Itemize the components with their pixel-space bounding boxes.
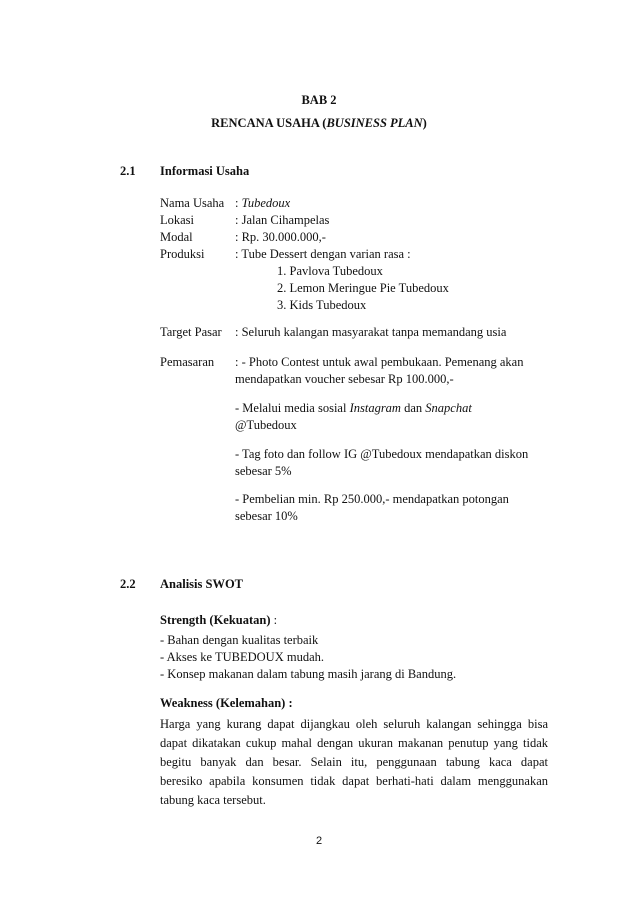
variant-item: 1. Pavlova Tubedoux: [277, 264, 383, 278]
pemasaran-point-4-line-1: - Pembelian min. Rp 250.000,- mendapatkan potongan: [235, 492, 509, 506]
pemasaran-point-1-line-2: mendapatkan voucher sebesar Rp 100.000,-: [235, 372, 454, 386]
label-target-pasar: Target Pasar: [160, 325, 222, 339]
pemasaran-point-4-line-2: sebesar 10%: [235, 509, 298, 523]
value-nama-text: Tubedoux: [241, 196, 291, 210]
label-pemasaran: Pemasaran: [160, 355, 215, 369]
chapter-title-italic: BUSINESS PLAN: [326, 116, 423, 130]
section-number-2-1: 2.1: [120, 164, 136, 178]
pemasaran-instagram: Instagram: [349, 401, 401, 415]
strength-item: - Akses ke TUBEDOUX mudah.: [160, 650, 324, 664]
weakness-line: dapat dikatakan cukup mahal dengan ukuran makanan penutup yang tidak: [160, 736, 548, 750]
section-heading-informasi-usaha: Informasi Usaha: [160, 164, 250, 178]
pemasaran-point-2-line-2: @Tubedoux: [235, 418, 297, 432]
chapter-number: BAB 2: [301, 93, 337, 107]
pemasaran-point-2-line-1: [235, 401, 472, 416]
strength-heading: [160, 613, 277, 628]
section-heading-analisis-swot: Analisis SWOT: [160, 577, 244, 591]
chapter-title-close: ): [422, 116, 427, 130]
chapter-title: [0, 116, 638, 131]
label-nama-usaha: Nama Usaha: [160, 196, 225, 210]
label-lokasi: Lokasi: [160, 213, 195, 227]
section-number-2-2: 2.2: [120, 577, 136, 591]
weakness-line: begitu banyak dan besar. Selain itu, penggunaan tabung kaca dapat: [160, 755, 548, 769]
pemasaran-point-3-line-1: - Tag foto dan follow IG @Tubedoux mendapatkan diskon: [235, 447, 529, 461]
strength-item: - Konsep makanan dalam tabung masih jarang di Bandung.: [160, 667, 457, 681]
value-nama-usaha: [235, 196, 290, 211]
weakness-line: tabung kaca tersebut.: [160, 793, 266, 807]
weakness-line: beresiko apabila konsumen tidak dapat berhati-hati dalam menggunakan: [160, 774, 548, 788]
strength-item: - Bahan dengan kualitas terbaik: [160, 633, 319, 647]
pemasaran-point-3-line-2: sebesar 5%: [235, 464, 292, 478]
weakness-heading: Weakness (Kelemahan) :: [160, 696, 293, 710]
weakness-line: Harga yang kurang dapat dijangkau oleh seluruh kalangan sehingga bisa: [160, 717, 548, 731]
label-produksi: Produksi: [160, 247, 205, 261]
value-produksi: : Tube Dessert dengan varian rasa :: [235, 247, 411, 261]
variant-item: 3. Kids Tubedoux: [277, 298, 367, 312]
strength-heading-colon: :: [270, 613, 278, 627]
value-lokasi: : Jalan Cihampelas: [235, 213, 330, 227]
variant-item: 2. Lemon Meringue Pie Tubedoux: [277, 281, 449, 295]
pemasaran-dan: dan: [400, 401, 426, 415]
pemasaran-snapchat: Snapchat: [425, 401, 472, 415]
pemasaran-point-1-line-1: : - Photo Contest untuk awal pembukaan. Pemenang akan: [235, 355, 524, 369]
value-nama-prefix: :: [235, 196, 242, 210]
chapter-title-main: RENCANA USAHA (: [211, 116, 327, 130]
value-modal: : Rp. 30.000.000,-: [235, 230, 326, 244]
strength-heading-text: Strength (Kekuatan): [160, 613, 271, 627]
pemasaran-point-2-prefix: - Melalui media sosial: [235, 401, 350, 415]
value-target-pasar: : Seluruh kalangan masyarakat tanpa memandang usia: [235, 325, 507, 339]
page-number: 2: [315, 835, 323, 847]
label-modal: Modal: [160, 230, 193, 244]
